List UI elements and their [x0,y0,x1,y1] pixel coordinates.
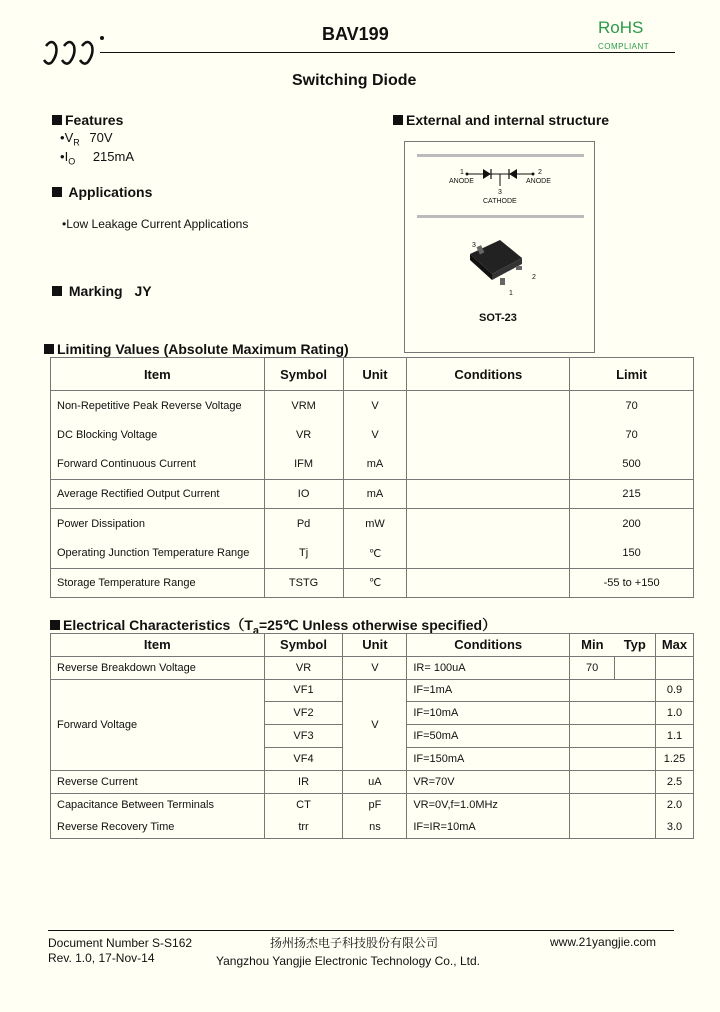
cell-conditions [407,568,570,598]
electrical-heading: Electrical $Characteristics(T_a=25℃$ Unless otherwise specified） [50,615,496,637]
col-limit: Limit [570,358,694,391]
table-row [51,656,694,679]
compliant-label: COMPLIANT [598,42,650,51]
table-row [51,450,694,480]
table-header-row [51,634,694,657]
cell-limit: 200 [570,509,694,539]
cell-unit: V [343,391,407,421]
limiting-values-table [50,357,694,598]
col-conditions: Conditions [407,358,570,391]
table-row [51,420,694,450]
applications-heading: Applications [52,184,152,200]
cell-max: 0.9 [655,679,693,702]
table-row [51,391,694,421]
cell-conditions [407,391,570,421]
cell-conditions: IF=50mA [407,725,570,748]
cell-unit: ℃ [343,568,407,598]
anode1-label: ANODE [449,178,474,185]
cell-conditions [407,538,570,568]
col-unit: Unit [343,634,407,657]
cell-item: Capacitance Between Terminals [51,793,265,816]
pkg-pin3: 3 [472,242,476,249]
divider [417,154,584,157]
table-row [51,793,694,816]
col-max: Max [655,634,693,657]
cell-limit: 215 [570,479,694,509]
col-typ: Typ [615,634,656,657]
cell-max [655,656,693,679]
cell-max: 3.0 [655,816,693,839]
table-row [51,770,694,793]
cell-conditions: IF=1mA [407,679,570,702]
cell-item: Forward Voltage [51,679,265,770]
table-row [51,538,694,568]
company-name-en: Yangzhou Yangjie Electronic Technology Co., Ltd. [216,954,480,968]
cell-item: DC Blocking Voltage [51,420,265,450]
company-logo [40,30,110,70]
doc-number: Document Number S-S162 [48,936,193,950]
application-item: •Low Leakage Current Applications [62,217,249,231]
cell-limit: -55 to +150 [570,568,694,598]
cell-symbol: TSTG [264,568,343,598]
pkg-pin1: 1 [509,290,513,297]
cell-symbol: CT [264,793,343,816]
square-bullet-icon [44,344,54,354]
cell-limit: 70 [570,420,694,450]
cell-unit: mW [343,509,407,539]
part-number: BAV199 [322,24,389,44]
table-row [51,509,694,539]
marking: Marking JY [52,283,152,299]
cell-max: 1.1 [655,725,693,748]
cell-item: Forward Continuous Current [51,450,265,480]
table-row [51,479,694,509]
revision: Rev. 1.0, 17-Nov-14 [48,951,155,965]
cell-limit: 150 [570,538,694,568]
cell-min: 70 [570,656,615,679]
cell-conditions: VR=0V,f=1.0MHz [407,793,570,816]
cell-symbol: VR [264,656,343,679]
package-label: SOT-23 [479,312,517,324]
rohs-label: RoHS [598,18,644,37]
cell-max: 2.5 [655,770,693,793]
cell-conditions: IF=IR=10mA [407,816,570,839]
cell-max: 1.25 [655,747,693,770]
divider [417,215,584,218]
table-row [51,568,694,598]
cell-symbol: IR [264,770,343,793]
cell-unit: mA [343,450,407,480]
cell-limit: 70 [570,391,694,421]
cell-limit: 500 [570,450,694,480]
cell-unit: ℃ [343,538,407,568]
pin1-label: 1 [460,169,464,176]
table-row [51,816,694,839]
features-heading: Features [52,112,123,128]
cell-min-typ [570,747,656,770]
anode2-label: ANODE [526,178,551,185]
header-rule [100,52,675,53]
cell-symbol: trr [264,816,343,839]
page-title: Switching Diode [292,72,417,89]
cell-symbol: IFM [264,450,343,480]
col-unit: Unit [343,358,407,391]
square-bullet-icon [50,620,60,630]
col-symbol: Symbol [264,358,343,391]
cell-max: 2.0 [655,793,693,816]
cell-min-typ [570,725,656,748]
cell-min-typ [570,793,656,816]
cell-conditions [407,479,570,509]
col-symbol: Symbol [264,634,343,657]
cell-item: Operating Junction Temperature Range [51,538,265,568]
pkg-pin2: 2 [532,274,536,281]
square-bullet-icon [393,115,403,125]
col-conditions: Conditions [407,634,570,657]
cell-unit: mA [343,479,407,509]
cell-symbol: Tj [264,538,343,568]
cell-item: Power Dissipation [51,509,265,539]
square-bullet-icon [52,115,62,125]
square-bullet-icon [52,286,62,296]
cell-unit: V [343,679,407,770]
cell-max: 1.0 [655,702,693,725]
cell-unit: uA [343,770,407,793]
feature-io: $•I_O$ 215mA [60,149,135,167]
table-header-row [51,358,694,391]
website-link[interactable]: www.21yangjie.com [550,935,657,949]
pin2-label: 2 [538,169,542,176]
cathode-label: CATHODE [483,198,517,205]
cell-conditions: IR= 100uA [407,656,570,679]
cell-item: Storage Temperature Range [51,568,265,598]
cell-item: Reverse Recovery Time [51,816,265,839]
col-min: Min [570,634,615,657]
cell-symbol: VF1 [264,679,343,702]
footer-rule [48,930,674,931]
col-item: Item [51,634,265,657]
cell-unit: V [343,656,407,679]
cell-item: Non-Repetitive Peak Reverse Voltage [51,391,265,421]
cell-conditions: VR=70V [407,770,570,793]
square-bullet-icon [52,187,62,197]
cell-typ [615,656,656,679]
cell-symbol: VR [264,420,343,450]
cell-symbol: VF2 [264,702,343,725]
col-item: Item [51,358,265,391]
electrical-table [50,633,694,839]
cell-min-typ [570,702,656,725]
cell-conditions [407,450,570,480]
structure-box [404,141,595,353]
cell-min-typ [570,770,656,793]
cell-conditions: IF=150mA [407,747,570,770]
cell-conditions [407,509,570,539]
cell-conditions: IF=10mA [407,702,570,725]
cell-min-typ [570,816,656,839]
cell-symbol: Pd [264,509,343,539]
structure-heading: External and internal structure [393,112,609,128]
cell-symbol: IO [264,479,343,509]
cell-symbol: VF3 [264,725,343,748]
pin3-label: 3 [498,189,502,196]
cell-symbol: VRM [264,391,343,421]
cell-item: Average Rectified Output Current [51,479,265,509]
cell-unit: V [343,420,407,450]
cell-item: Reverse Current [51,770,265,793]
cell-unit: ns [343,816,407,839]
table-row [51,679,694,702]
cell-min-typ [570,679,656,702]
feature-vr: $•V_R$ 70V [60,130,113,148]
limiting-heading: Limiting Values (Absolute Maximum Rating) [44,341,349,357]
cell-item: Reverse Breakdown Voltage [51,656,265,679]
company-name-cn: 扬州扬杰电子科技股份有限公司 [270,936,439,950]
cell-conditions [407,420,570,450]
cell-symbol: VF4 [264,747,343,770]
cell-unit: pF [343,793,407,816]
